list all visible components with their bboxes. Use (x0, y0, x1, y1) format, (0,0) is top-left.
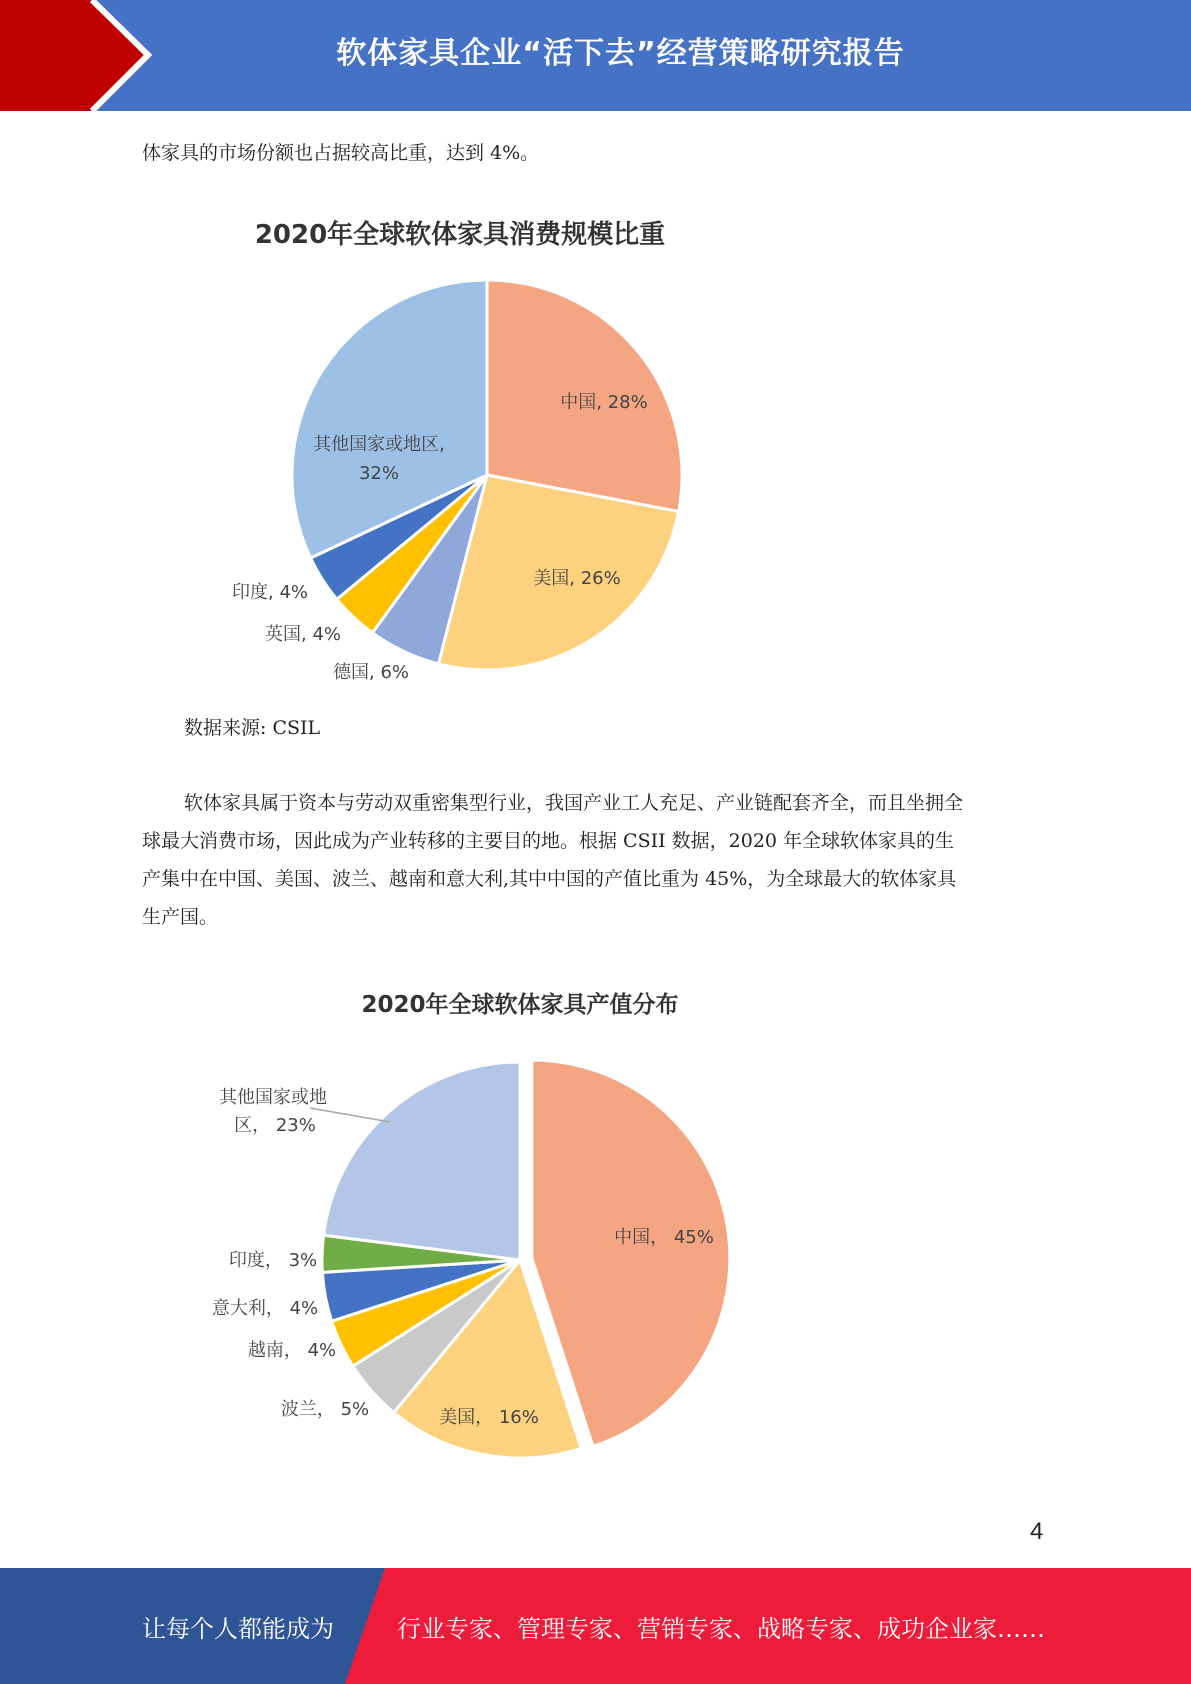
page-header (0, 0, 1191, 111)
page-footer (0, 1568, 1191, 1684)
chart1-label-other-line1: 其他国家或地区, (313, 434, 445, 455)
paragraph-body-line3: 产集中在中国、美国、波兰、越南和意大利,其中中国的产值比重为 45%，为全球最大的软体家具 (142, 868, 957, 890)
chart2-label-usa: 美国， 16% (439, 1407, 539, 1428)
chart2-label-china: 中国， 45% (614, 1227, 714, 1248)
chart2-title: 2020年全球软体家具产值分布 (361, 992, 679, 1018)
paragraph-body-line2: 球最大消费市场，因此成为产业转移的主要目的地。根据 CSII 数据，2020 年全球软体家具的生 (142, 830, 955, 852)
chart1-label-uk: 英国, 4% (265, 624, 341, 645)
page-number: 4 (1030, 1518, 1044, 1545)
footer-slogan-left: 让每个人都能成为 (142, 1614, 334, 1643)
chart1-label-china: 中国, 28% (560, 392, 648, 413)
chart1-title: 2020年全球软体家具消费规模比重 (254, 220, 666, 250)
header-arrow-decoration (0, 0, 180, 111)
chart1-label-other-line2: 32% (358, 463, 400, 484)
data-source: 数据来源: CSIL (184, 717, 321, 739)
paragraph-body-line1: 软体家具属于资本与劳动双重密集型行业，我国产业工人充足、产业链配套齐全，而且坐拥全 (184, 792, 964, 814)
chart2-label-poland: 波兰， 5% (280, 1399, 370, 1420)
chart2-pie (0, 1050, 780, 1470)
footer-slogan-right: 行业专家、管理专家、营销专家、战略专家、成功企业家…… (397, 1614, 1045, 1643)
chart2-label-italy: 意大利， 4% (211, 1298, 319, 1319)
chart2-label-other-line2: 区， 23% (234, 1115, 316, 1136)
chart2-label-other-line1: 其他国家或地 (219, 1087, 327, 1108)
chart2-label-india: 印度， 3% (228, 1250, 318, 1271)
chart2-label-vietnam: 越南， 4% (247, 1340, 337, 1361)
chart1-label-usa: 美国, 26% (533, 568, 621, 589)
paragraph-intro: 体家具的市场份额也占据较高比重，达到 4%。 (142, 142, 540, 164)
chart2-slice-6 (324, 1062, 520, 1260)
paragraph-body-line4: 生产国。 (142, 906, 219, 928)
chart2-leader-line (310, 1108, 390, 1122)
chart1-pie (0, 260, 760, 700)
report-title: 软体家具企业“活下去”经营策略研究报告 (336, 36, 905, 71)
chart1-label-germany: 德国, 6% (333, 662, 409, 683)
chart1-label-india: 印度, 4% (232, 582, 308, 603)
